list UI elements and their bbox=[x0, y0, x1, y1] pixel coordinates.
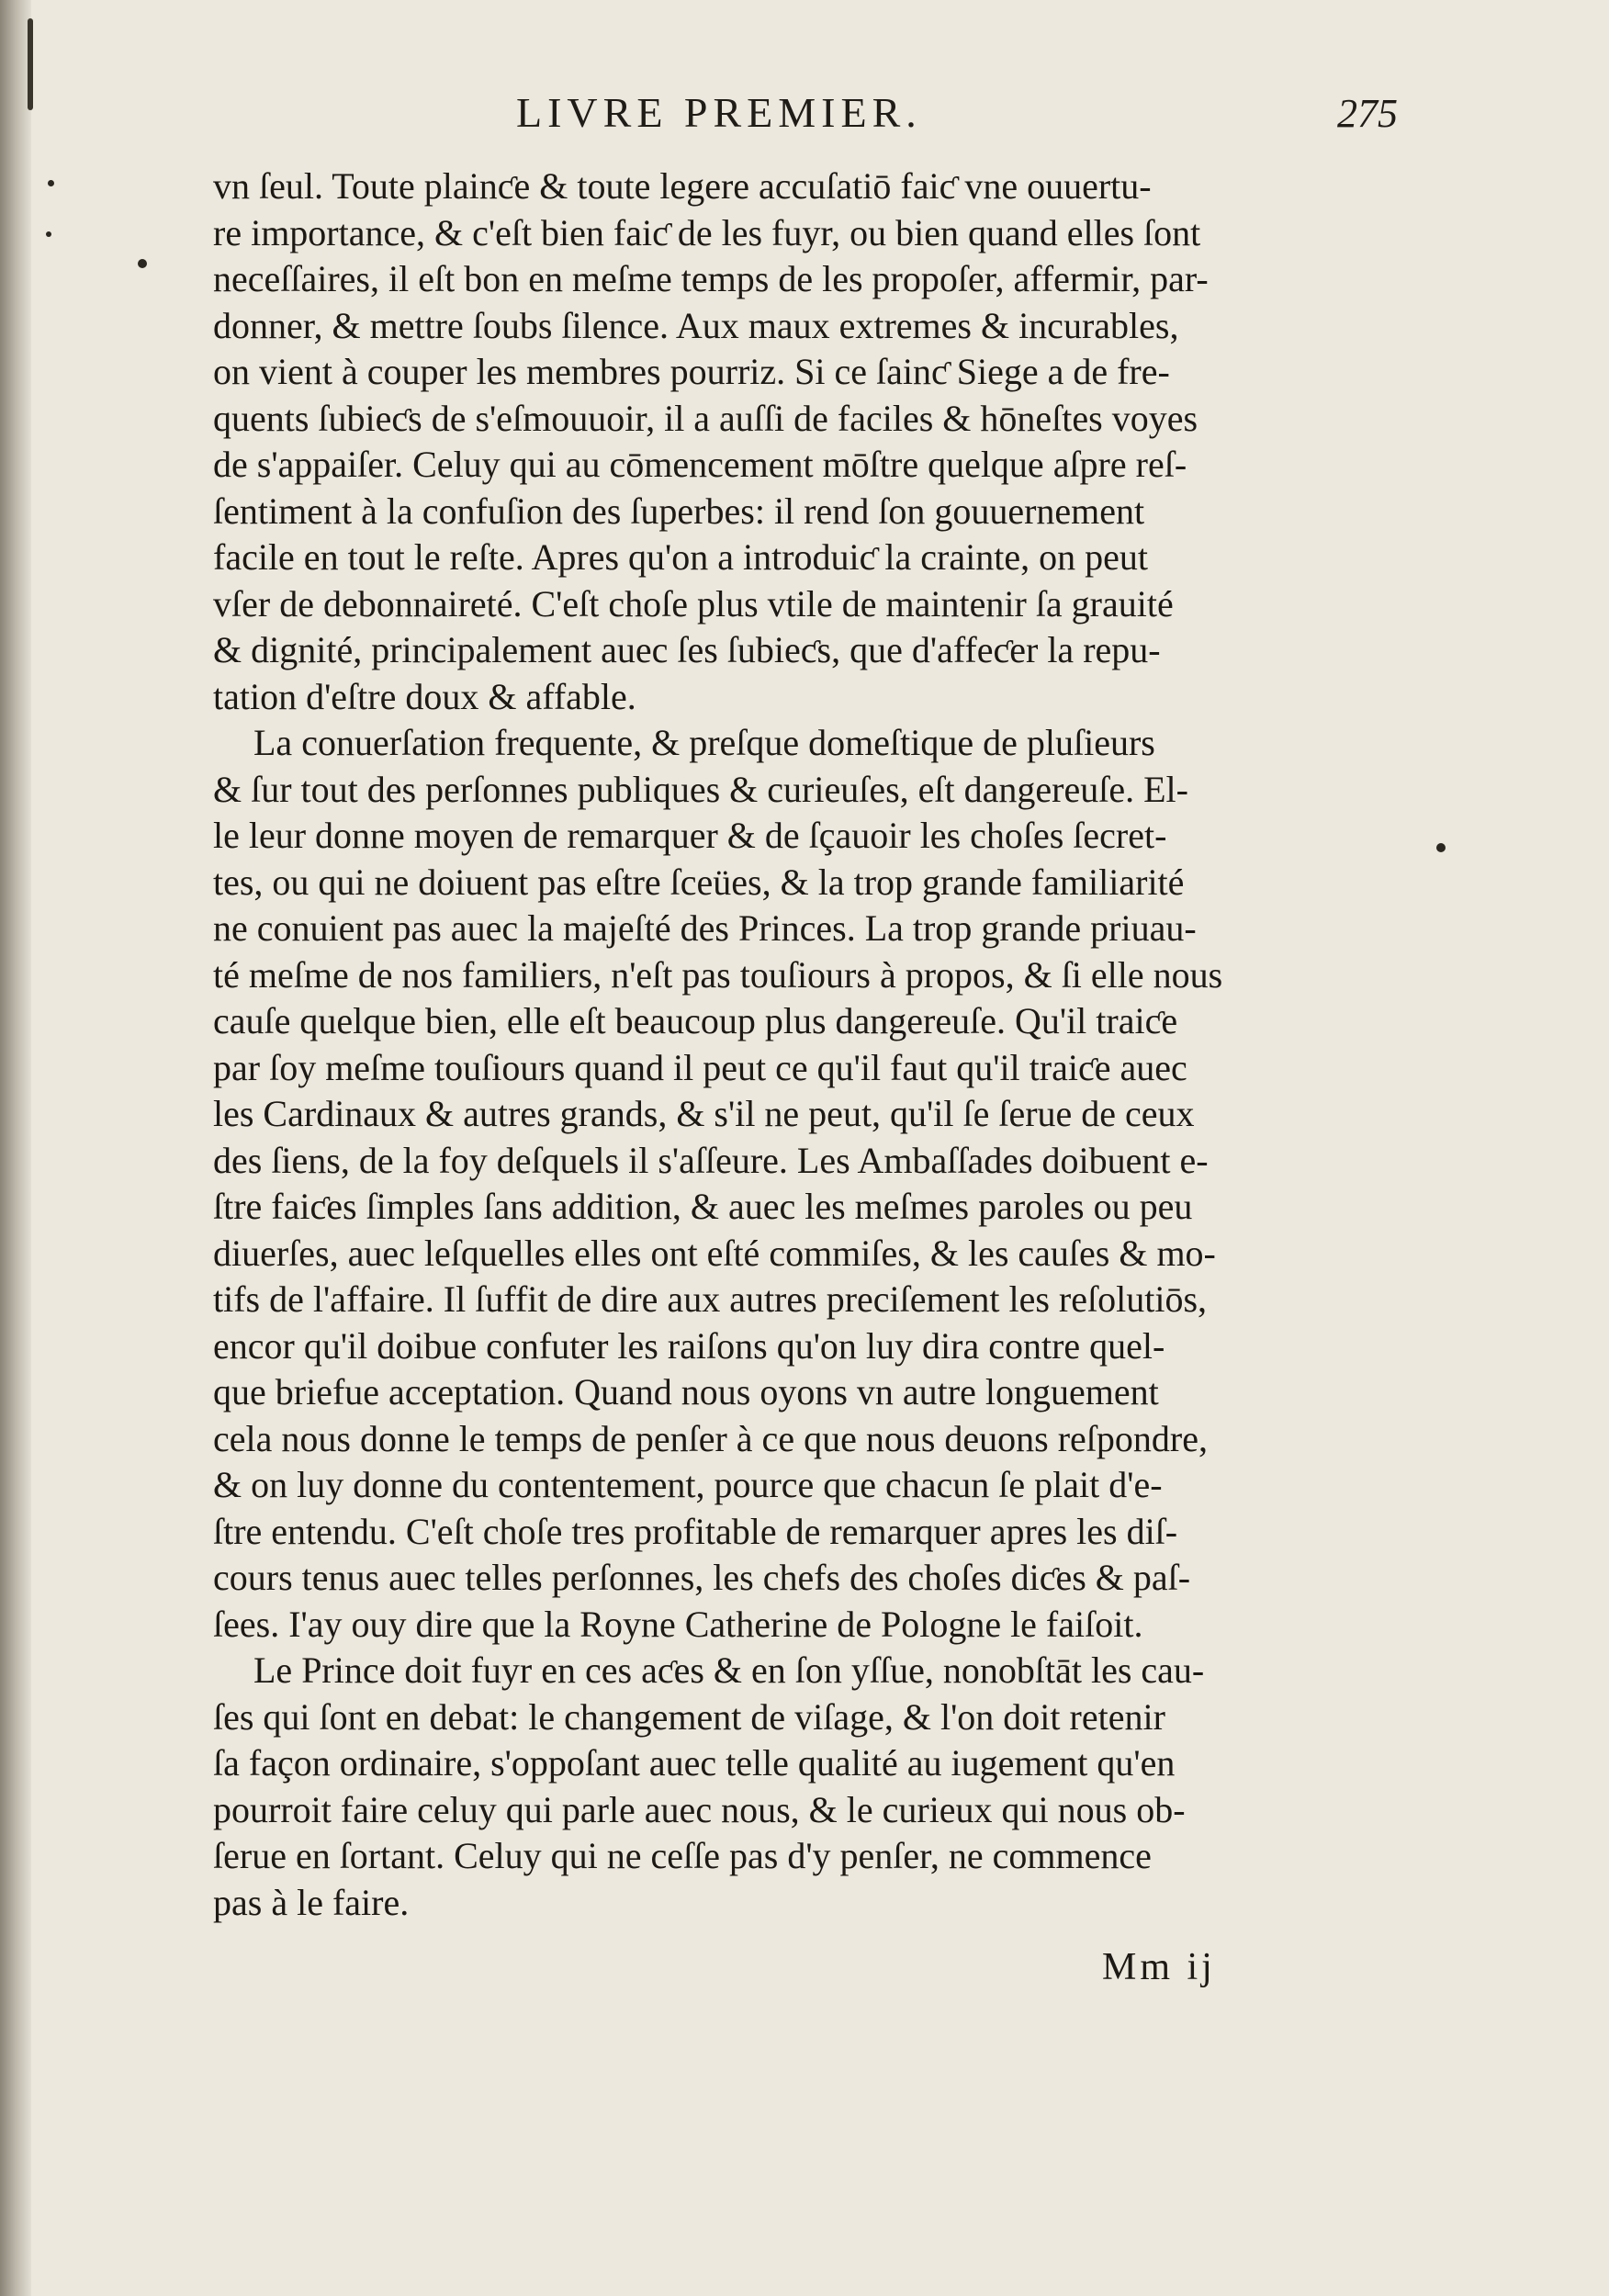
body-text bbox=[213, 163, 1398, 1926]
text-line: donner, & mettre ſoubs ſilence. Aux maux extremes & incurables, bbox=[213, 304, 1179, 346]
running-title: LIVRE PREMIER. bbox=[516, 89, 922, 136]
page-header bbox=[213, 88, 1398, 152]
signature-mark: Mm ij bbox=[1102, 1946, 1216, 1988]
ink-speck bbox=[138, 259, 147, 268]
text-line: & ſur tout des perſonnes publiques & curieuſes, eſt dangereuſe. El- bbox=[213, 768, 1188, 810]
text-line: cauſe quelque bien, elle eſt beaucoup plus dangereuſe. Qu'il traiƈe bbox=[213, 1000, 1178, 1041]
text-line: tifs de l'affaire. Il ſuffit de dire aux autres preciſement les reſolutiōs, bbox=[213, 1278, 1208, 1320]
text-line: que briefue acceptation. Quand nous oyons vn autre longuement bbox=[213, 1371, 1159, 1412]
text-line: ſa façon ordinaire, s'oppoſant auec telle qualité au iugement qu'en bbox=[213, 1742, 1176, 1784]
text-line: ne conuient pas auec la majeſté des Princes. La trop grande priuau- bbox=[213, 907, 1197, 949]
text-line: des ſiens, de la foy deſquels il s'aſſeure. Les Ambaſſades doibuent e- bbox=[213, 1139, 1209, 1181]
text-line: & on luy donne du contentement, pource que chacun ſe plait d'e- bbox=[213, 1464, 1163, 1505]
text-line: les Cardinaux & autres grands, & s'il ne peut, qu'il ſe ſerue de ceux bbox=[213, 1093, 1195, 1134]
text-line: ſtre entendu. C'eſt choſe tres profitable de remarquer apres les diſ- bbox=[213, 1510, 1178, 1552]
text-line: cours tenus auec telles perſonnes, les chefs des choſes diƈes & paſ- bbox=[213, 1557, 1191, 1598]
page-gutter-shadow bbox=[0, 0, 31, 2296]
text-line: re importance, & c'eſt bien faiƈ de les fuyr, ou bien quand elles ſont bbox=[213, 211, 1201, 253]
text-line: ſtre faiƈes ſimples ſans addition, & auec les meſmes paroles ou peu bbox=[213, 1186, 1193, 1227]
ink-speck bbox=[46, 231, 51, 237]
text-line: encor qu'il doibue confuter les raiſons qu'on luy dira contre quel- bbox=[213, 1324, 1165, 1367]
text-line: tation d'eſtre doux & affable. bbox=[213, 675, 636, 717]
text-line: ſentiment à la confuſion des ſuperbes: il rend ſon gouuernement bbox=[213, 490, 1145, 532]
text-line: té meſme de nos familiers, n'eſt pas touſiours à propos, & ſi elle nous bbox=[213, 953, 1223, 996]
text-line: diuerſes, auec leſquelles elles ont eſté commiſes, & les cauſes & mo- bbox=[213, 1232, 1216, 1274]
text-line: tes, ou qui ne doiuent pas eſtre ſceües, & la trop grande familiarité bbox=[213, 861, 1185, 903]
ink-speck bbox=[48, 180, 54, 186]
text-line: vn ſeul. Toute plainƈe & toute legere accuſatiō faiƈ vne ouuertu- bbox=[213, 165, 1152, 207]
text-line: par ſoy meſme touſiours quand il peut ce qu'il faut qu'il traiƈe auec bbox=[213, 1046, 1187, 1088]
text-line: vſer de debonnaireté. C'eſt choſe plus vtile de maintenir ſa grauité bbox=[213, 582, 1174, 625]
text-line: neceſſaires, il eſt bon en meſme temps de les propoſer, affermir, par- bbox=[213, 258, 1209, 299]
text-line: & dignité, principalement auec ſes ſubieƈs, que d'affeƈer la repu- bbox=[213, 629, 1161, 670]
page-number: 275 bbox=[1337, 91, 1398, 136]
paragraph-2 bbox=[213, 720, 1398, 1648]
text-line: de s'appaiſer. Celuy qui au cōmencement mōſtre quelque aſpre reſ- bbox=[213, 444, 1187, 485]
paragraph-3 bbox=[213, 1648, 1398, 1926]
paragraph-1 bbox=[213, 163, 1398, 720]
text-line: pourroit faire celuy qui parle auec nous, & le curieux qui nous ob- bbox=[213, 1788, 1186, 1830]
text-line: on vient à couper les membres pourriz. Si ce ſainƈ Siege a de fre- bbox=[213, 351, 1170, 392]
ink-speck bbox=[1436, 843, 1446, 852]
text-line: le leur donne moyen de remarquer & de ſçauoir les choſes ſecret- bbox=[213, 815, 1167, 856]
text-line: cela nous donne le temps de penſer à ce que nous deuons reſpondre, bbox=[213, 1417, 1208, 1459]
text-line: ſees. I'ay ouy dire que la Royne Catherine de Pologne le faiſoit. bbox=[213, 1603, 1143, 1645]
text-line: ſes qui ſont en debat: le changement de viſage, & l'on doit retenir bbox=[213, 1695, 1165, 1738]
text-line: La conuerſation frequente, & preſque domeſtique de pluſieurs bbox=[253, 722, 1155, 763]
text-line: pas à le faire. bbox=[213, 1881, 410, 1923]
text-line: Le Prince doit fuyr en ces aƈes & en ſon yſſue, nonobſtāt les cau- bbox=[253, 1649, 1205, 1691]
text-line: quents ſubieƈs de s'eſmouuoir, il a auſſi de faciles & hōneſtes voyes bbox=[213, 397, 1198, 439]
binding-mark bbox=[28, 18, 33, 110]
text-line: facile en tout le reſte. Apres qu'on a introduiƈ la crainte, on peut bbox=[213, 536, 1148, 578]
text-line: ſerue en ſortant. Celuy qui ne ceſſe pas d'y penſer, ne commence bbox=[213, 1835, 1152, 1876]
